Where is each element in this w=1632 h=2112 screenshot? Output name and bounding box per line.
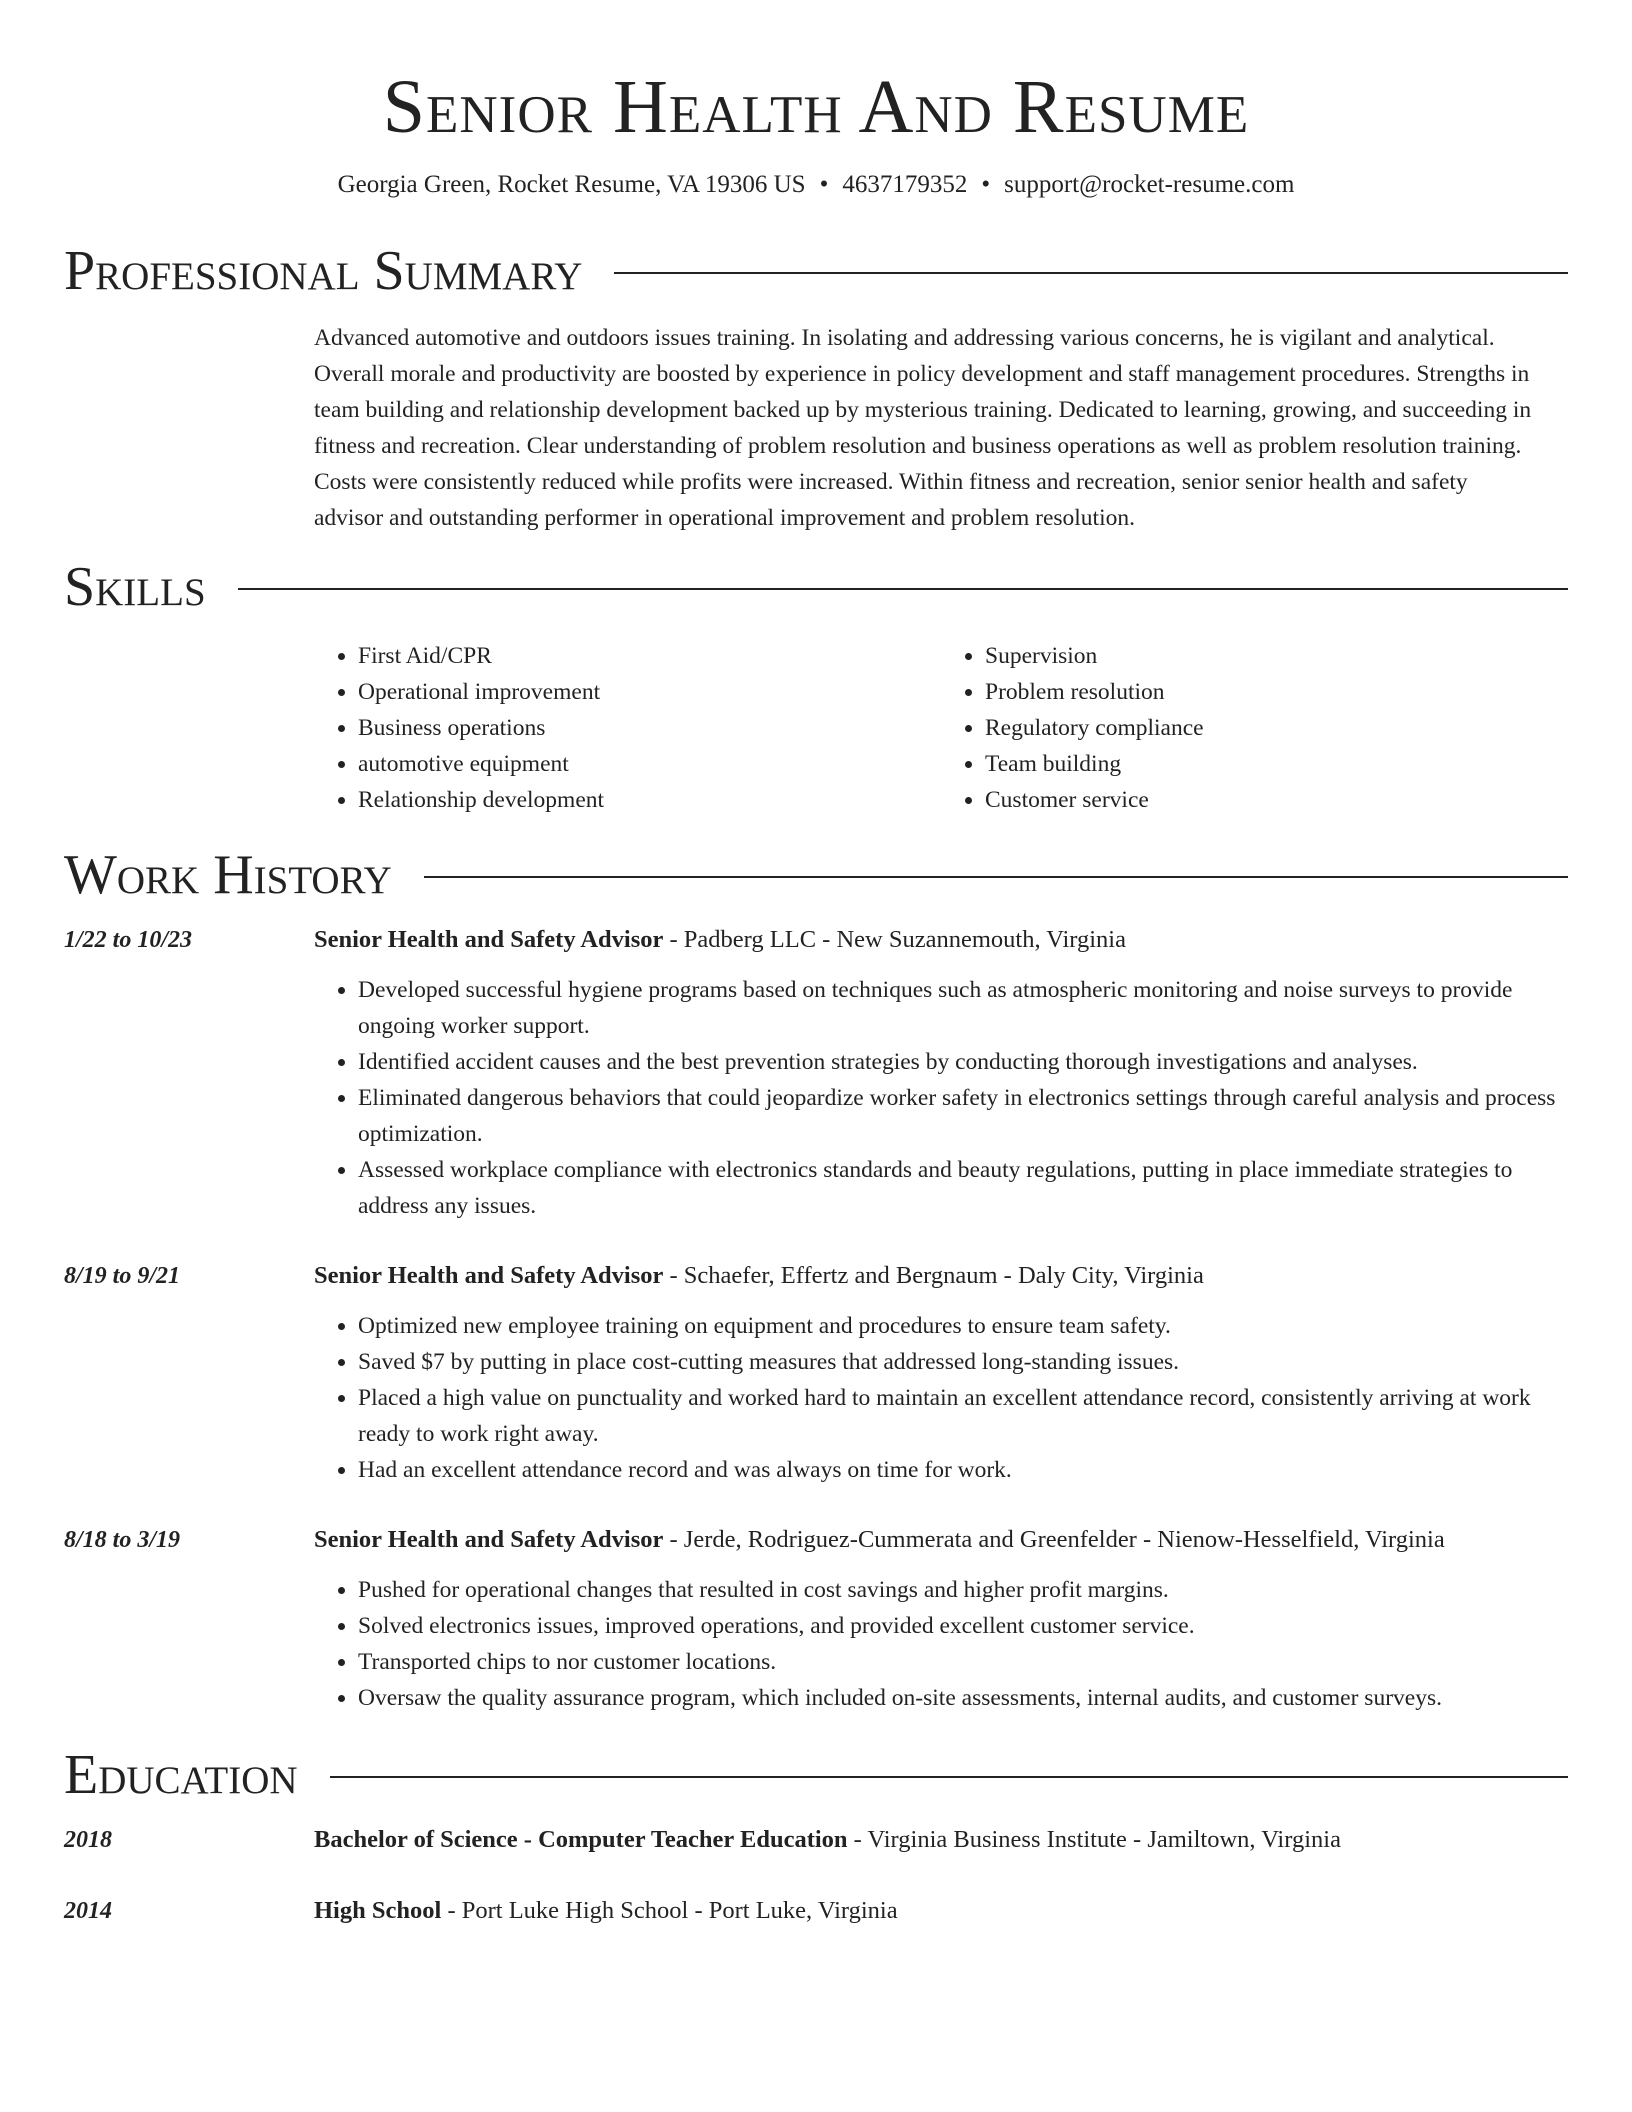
job-bullet: • Identified accident causes and the best prevention strategies by conducting thorough investigations and analyses.	[358, 1044, 1556, 1080]
work-details	[314, 1522, 1568, 1716]
job-bullet: • Developed successful hygiene programs based on techniques such as atmospheric monitoring and noise surveys to provide ongoing worker support.	[358, 972, 1556, 1044]
education-degree: Bachelor of Science - Computer Teacher Education	[314, 1826, 848, 1853]
work-details	[314, 1258, 1568, 1488]
skill-item: • Team building	[985, 746, 1568, 782]
skill-item: • Customer service	[985, 782, 1568, 818]
section-divider	[238, 588, 1568, 590]
skill-item: • Business operations	[358, 710, 941, 746]
education-details	[314, 1822, 1568, 1858]
skills-heading: Skills	[64, 556, 206, 618]
education-school: - Port Luke High School - Port Luke, Virginia	[441, 1897, 898, 1924]
job-title: Senior Health and Safety Advisor	[314, 926, 664, 953]
job-bullet: • Assessed workplace compliance with electronics standards and beauty regulations, putting in place immediate strategies to address any issues.	[358, 1152, 1556, 1224]
skills-column-left	[314, 638, 941, 818]
skill-item: • First Aid/CPR	[358, 638, 941, 674]
education-section-header	[64, 1740, 1568, 1810]
work-title-line	[314, 922, 1556, 958]
education-entry	[64, 1893, 1568, 1929]
contact-separator: •	[981, 171, 991, 198]
skill-item: • Regulatory compliance	[985, 710, 1568, 746]
job-bullet: • Transported chips to nor customer locations.	[358, 1644, 1556, 1680]
work-section-header	[64, 840, 1568, 910]
education-line	[314, 1893, 1556, 1929]
job-bullet: • Saved $7 by putting in place cost-cutting measures that addressed long-standing issues.	[358, 1344, 1556, 1380]
job-employer: - Padberg LLC - New Suzannemouth, Virginia	[663, 926, 1126, 953]
education-degree: High School	[314, 1897, 442, 1924]
work-details	[314, 922, 1568, 1224]
job-title: Senior Health and Safety Advisor	[314, 1262, 664, 1289]
job-bullet: • Optimized new employee training on equipment and procedures to ensure team safety.	[358, 1308, 1556, 1344]
work-title-line	[314, 1522, 1556, 1558]
skill-item: • automotive equipment	[358, 746, 941, 782]
job-bullet: • Placed a high value on punctuality and worked hard to maintain an excellent attendance record, consistently arriving at work ready to work right away.	[358, 1380, 1556, 1452]
job-bullets	[314, 1572, 1556, 1716]
education-heading: Education	[64, 1744, 298, 1806]
education-details	[314, 1893, 1568, 1929]
work-entry	[64, 1522, 1568, 1716]
education-entry	[64, 1822, 1568, 1858]
job-bullets	[314, 1308, 1556, 1488]
job-employer: - Jerde, Rodriguez-Cummerata and Greenfelder - Nienow-Hesselfield, Virginia	[663, 1526, 1445, 1553]
skill-item: • Problem resolution	[985, 674, 1568, 710]
contact-separator: •	[819, 171, 829, 198]
section-divider	[614, 272, 1568, 274]
job-bullet: • Eliminated dangerous behaviors that could jeopardize worker safety in electronics settings through careful analysis and process optimization.	[358, 1080, 1556, 1152]
skill-item: • Supervision	[985, 638, 1568, 674]
contact-phone: 4637179352	[842, 171, 968, 198]
summary-text: Advanced automotive and outdoors issues training. In isolating and addressing various concerns, he is vigilant and analytical. Overall morale and productivity are boosted by experience in policy development and staff management procedures. Strengths in team building and relationship development backed up by mysterious training. Dedicated to learning, growing, and succeeding in fitness and recreation. Clear understanding of problem resolution and business operations as well as problem resolution training. Costs were consistently reduced while profits were increased. Within fitness and recreation, senior senior health and safety advisor and outstanding performer in operational improvement and problem resolution.	[314, 325, 1532, 531]
work-entry	[64, 922, 1568, 1224]
work-heading: Work History	[64, 844, 392, 906]
work-title-line	[314, 1258, 1556, 1294]
skills-column-right	[941, 638, 1568, 818]
skills-section-header	[64, 552, 1568, 622]
contact-address: Georgia Green, Rocket Resume, VA 19306 US	[337, 171, 806, 198]
education-school: - Virginia Business Institute - Jamiltown, Virginia	[847, 1826, 1341, 1853]
work-entry	[64, 1258, 1568, 1488]
work-dates: 8/18 to 3/19	[64, 1527, 181, 1553]
job-title: Senior Health and Safety Advisor	[314, 1526, 664, 1553]
education-year: 2014	[64, 1898, 112, 1924]
resume-name: Senior Health And Resume	[382, 65, 1250, 149]
job-bullet: • Pushed for operational changes that resulted in cost savings and higher profit margins.	[358, 1572, 1556, 1608]
job-bullets	[314, 972, 1556, 1224]
job-bullet: • Solved electronics issues, improved operations, and provided excellent customer service.	[358, 1608, 1556, 1644]
work-dates: 8/19 to 9/21	[64, 1263, 181, 1289]
job-bullet: • Had an excellent attendance record and was always on time for work.	[358, 1452, 1556, 1488]
skill-item: • Relationship development	[358, 782, 941, 818]
job-bullet: • Oversaw the quality assurance program, which included on-site assessments, internal audits, and customer surveys.	[358, 1680, 1556, 1716]
skills-list	[314, 638, 1568, 818]
contact-email: support@rocket-resume.com	[1004, 171, 1295, 198]
contact-line	[64, 168, 1568, 202]
education-year: 2018	[64, 1827, 112, 1853]
summary-section-header	[64, 236, 1568, 306]
education-line	[314, 1822, 1556, 1858]
section-divider	[424, 876, 1568, 878]
job-employer: - Schaefer, Effertz and Bergnaum - Daly City, Virginia	[663, 1262, 1204, 1289]
summary-heading: Professional Summary	[64, 240, 583, 302]
section-divider	[330, 1776, 1568, 1778]
work-dates: 1/22 to 10/23	[64, 927, 193, 953]
skill-item: • Operational improvement	[358, 674, 941, 710]
